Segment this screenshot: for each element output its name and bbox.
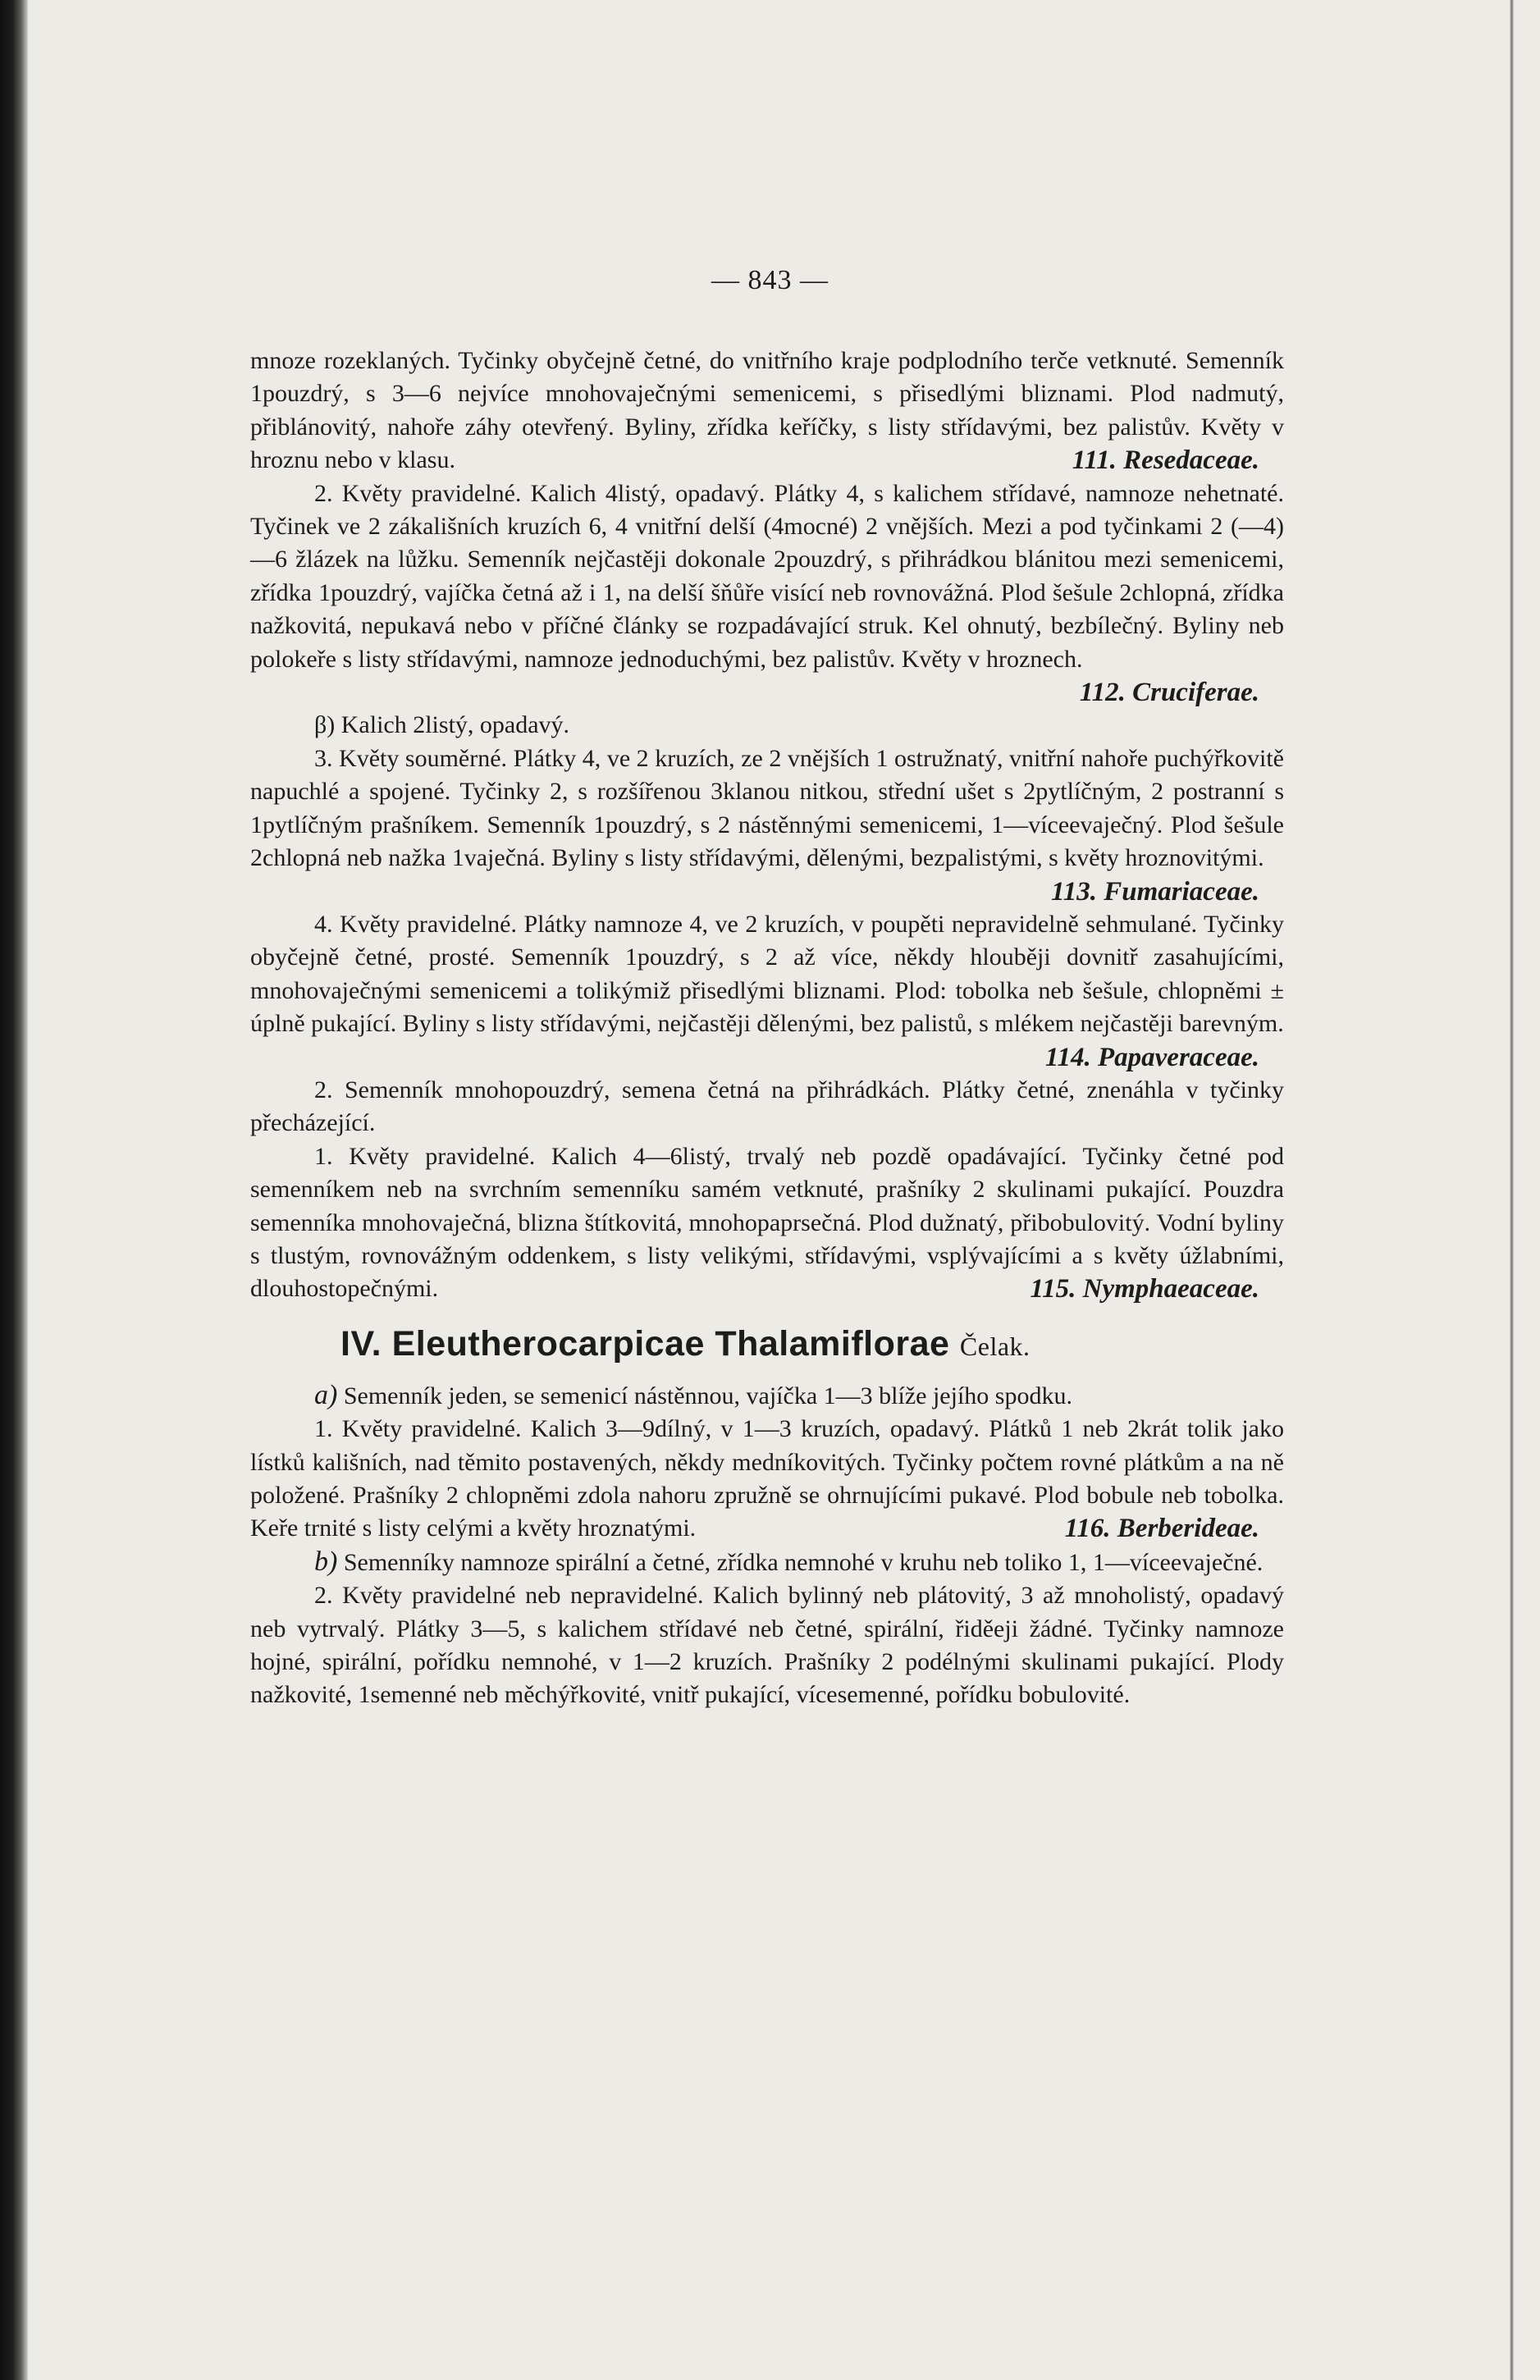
paragraph: 4. Květy pravidelné. Plátky namnoze 4, ve 2 kruzích, v poupěti nepravidelně sehmulané. Tyčinky obyčejně četné, prosté. Semenník 1pouzdrý, s 2 až více, někdy hlouběji dovnitř zasahujícími, mnohovaječnými semenicemi a tolikýmiž přisedlými bliznami. Plod: tobolka neb šešule, chlopněmi ± úplně pukající. Byliny s listy střídavými, nejčastěji dělenými, bez palistů, s mlékem nejčastěji barevným. 114. Papaveraceae. xyxy=(250,908,1284,1041)
section-heading: IV. Eleutherocarpicae Thalamiflorae Čelak. xyxy=(340,1323,1030,1364)
paragraph: 2. Květy pravidelné neb nepravidelné. Kalich bylinný neb plátovitý, 3 až mnoholistý, opadavý neb vytrvalý. Plátky 3—5, s kalichem střídavé neb četné, spirální, řiděeji žádné. Tyčinky namnoze hojné, spirální, pořídku nemnohé, v 1—2 kruzích. Prašníky 2 podélnými skulinami pukající. Plody nažkovité, 1semenné neb měchýřkovité, vnitř pukající, vícesemenné, pořídku bobulovité. xyxy=(250,1582,1284,1709)
paragraph: b) Semenníky namnoze spirální a četné, zřídka nemnohé v kruhu neb toliko 1, 1—víceevaječné. xyxy=(314,1546,1264,1577)
paragraph: 1. Květy pravidelné. Kalich 3—9dílný, v 1—3 kruzích, opadavý. Plátků 1 neb 2krát tolik jako lístků kališních, nad těmito postavených, někdy medníkovitých. Tyčinky počtem rovné plátkům a na ně položené. Prašníky 2 chlopněmi zdola nahoru zpružně se ohrnujícími pukavé. Plod bobule neb tobolka. Keře trnité s listy celými a květy hroznatými. 116. Berberideae. xyxy=(250,1413,1284,1546)
paragraph: 2. Semenník mnohopouzdrý, semena četná na přihrádkách. Plátky četné, znenáhla v tyčinky přecházející. xyxy=(250,1076,1284,1137)
book-spine-shadow xyxy=(0,0,28,2380)
family-name: 114. Papaveraceae. xyxy=(1044,1042,1259,1072)
paragraph: 1. Květy pravidelné. Kalich 4—6listý, trvalý neb pozdě opadávající. Tyčinky četné pod semenníkem neb na svrchním semenníku samém vetknuté, prašníky 2 skulinami pukající. Pouzdra semenníka mnohovaječná, blizna štítkovitá, mnohopaprsečná. Plod dužnatý, přibobulovitý. Vodní byliny s tlustým, rovnovážným oddenkem, s listy velikými, střídavými, vsplývajícími a s květy úžlabními, dlouhostopečnými. 115. Nymphaeaceae. xyxy=(250,1140,1284,1306)
paragraph: 2. Květy pravidelné. Kalich 4listý, opadavý. Plátky 4, s kalichem střídavé, namnoze nehetnaté. Tyčinek ve 2 zákališních kruzích 6, 4 vnitřní delší (4mocné) 2 vnějších. Mezi a pod tyčinkami 2 (—4) —6 žlázek na lůžku. Semenník nejčastěji dokonale 2pouzdrý, s přihrádkou blánitou mezi semenicemi, zřídka 1pouzdrý, vajíčka četná až i 1, na delší šňůře visící neb rovnovážná. Plod šešule 2chlopná, zřídka nažkovitá, nepukavá nebo v příčné články se rozpadávající struk. Kel ohnutý, bezbílečný. Byliny neb polokeře s listy střídavými, namnoze jednoduchými, bez palistův. Květy v hroznech. 112. Cruciferae. xyxy=(250,477,1284,676)
family-name: 115. Nymphaeaceae. xyxy=(1030,1274,1259,1304)
page-number: — 843 — xyxy=(711,265,829,295)
paragraph: β) Kalich 2listý, opadavý. xyxy=(314,711,570,739)
family-name: 111. Resedaceae. xyxy=(1072,445,1259,476)
family-name: 112. Cruciferae. xyxy=(1079,678,1259,708)
page-body xyxy=(250,345,1284,1712)
paragraph: 3. Květy souměrné. Plátky 4, ve 2 kruzích, ze 2 vnějších 1 ostružnatý, vnitřní nahoře puchýřkovitě napuchlé a spojené. Tyčinky 2, s rozšířenou 3klanou nitkou, střední ušet s 2pytlíčným, 2 postranní s 1pytlíčným prašníkem. Semenník 1pouzdrý, s 2 nástěnnými semenicemi, 1—víceevaječný. Plod šešule 2chlopná neb nažka 1vaječná. Byliny s listy střídavými, dělenými, bezpalistými, s květy hroznovitými. 113. Fumariaceae. xyxy=(250,742,1284,875)
list-marker: a) xyxy=(314,1379,338,1410)
paragraph: mnoze rozeklaných. Tyčinky obyčejně četné, do vnitřního kraje podplodního terče vetknuté. Semenník 1pouzdrý, s 3—6 nejvíce mnohovaječnými semenicemi, s přisedlými bliznami. Plod nadmutý, přiblánovitý, nahoře záhy otevřený. Byliny, zřídka keříčky, s listy střídavými, bez palistův. Květy v hroznu nebo v klasu. 111. Resedaceae. xyxy=(250,345,1284,477)
paragraph: a) Semenník jeden, se semenicí nástěnnou, vajíčka 1—3 blíže jejího spodku. xyxy=(314,1379,1072,1410)
section-author: Čelak. xyxy=(959,1331,1030,1361)
family-name: 116. Berberideae. xyxy=(1064,1514,1259,1544)
family-name: 113. Fumariaceae. xyxy=(1051,876,1259,907)
list-marker: b) xyxy=(314,1546,338,1577)
page-edge-line xyxy=(1510,0,1514,2380)
